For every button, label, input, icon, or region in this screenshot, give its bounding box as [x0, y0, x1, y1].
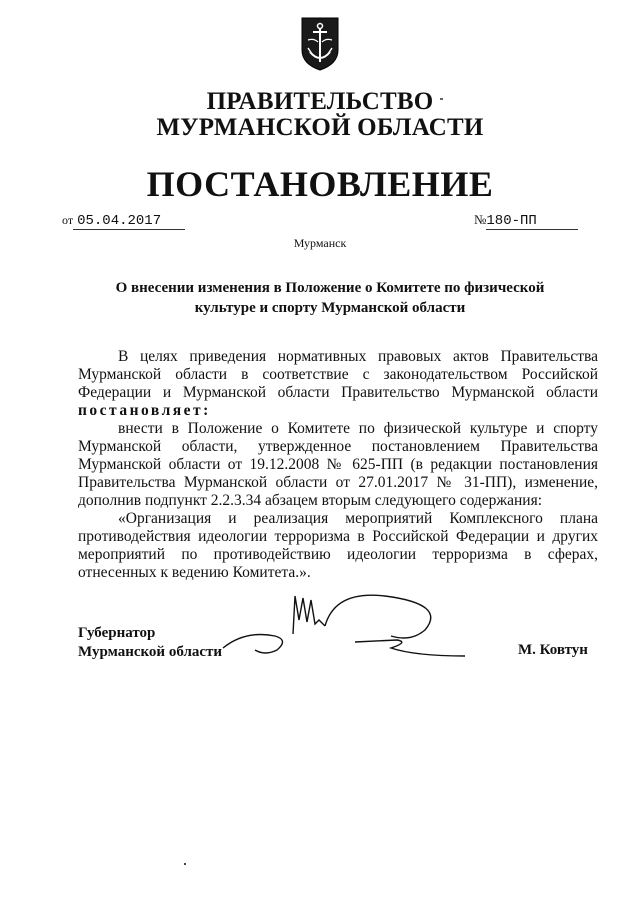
signatory-name: М. Ковтун	[518, 642, 588, 658]
number-line	[474, 212, 578, 230]
document-number: 180-ПП	[486, 213, 578, 230]
date-prefix: от	[62, 213, 74, 227]
city: Мурманск	[293, 236, 347, 250]
coat-of-arms-icon	[296, 14, 344, 72]
government-name-line2: МУРМАНСКОЙ ОБЛАСТИ	[156, 114, 484, 141]
body-paragraph-3: «Организация и реализация мероприятий Комплексного плана противодействия идеологии терроризма в Российской Федерации и других мероприятий по противодействию идеологии терроризма в сферах, отнесенных к ведению Комитета.».	[78, 510, 598, 581]
resolves-word: постановляет:	[78, 402, 211, 419]
signatory-title	[78, 624, 222, 662]
government-name-line1: ПРАВИТЕЛЬСТВО	[206, 88, 434, 115]
signatory-title-line1: Губернатор	[78, 625, 156, 641]
speck	[184, 863, 186, 865]
document-subject: О внесении изменения в Положение о Комитете по физической культуре и спорту Мурманской области	[115, 280, 545, 316]
handwritten-signature	[215, 590, 475, 670]
document-type-heading: ПОСТАНОВЛЕНИЕ	[146, 164, 494, 204]
date-line	[62, 212, 185, 230]
signatory-title-line2: Мурманской области	[78, 644, 223, 660]
body-paragraph-2: внести в Положение о Комитете по физической культуре и спорту Мурманской области, утвержденное постановлением Правительства Мурманской области от 19.12.2008 № 625-ПП (в редакции постановления Правительства Мурманской области от 27.01.2017 № 31-ПП), изменение, дополнив подпункт 2.2.3.34 абзацем вторым следующего содержания:	[78, 420, 598, 509]
speck	[440, 98, 443, 100]
number-prefix: №	[474, 212, 487, 227]
document-date: 05.04.2017	[73, 213, 185, 230]
document-body	[78, 348, 598, 582]
body-paragraph-1: В целях приведения нормативных правовых актов Правительства Мурманской области в соответствие с законодательством Российской Федерации и Мурманской области Правительство Мурманской области постановляет:	[78, 348, 598, 419]
